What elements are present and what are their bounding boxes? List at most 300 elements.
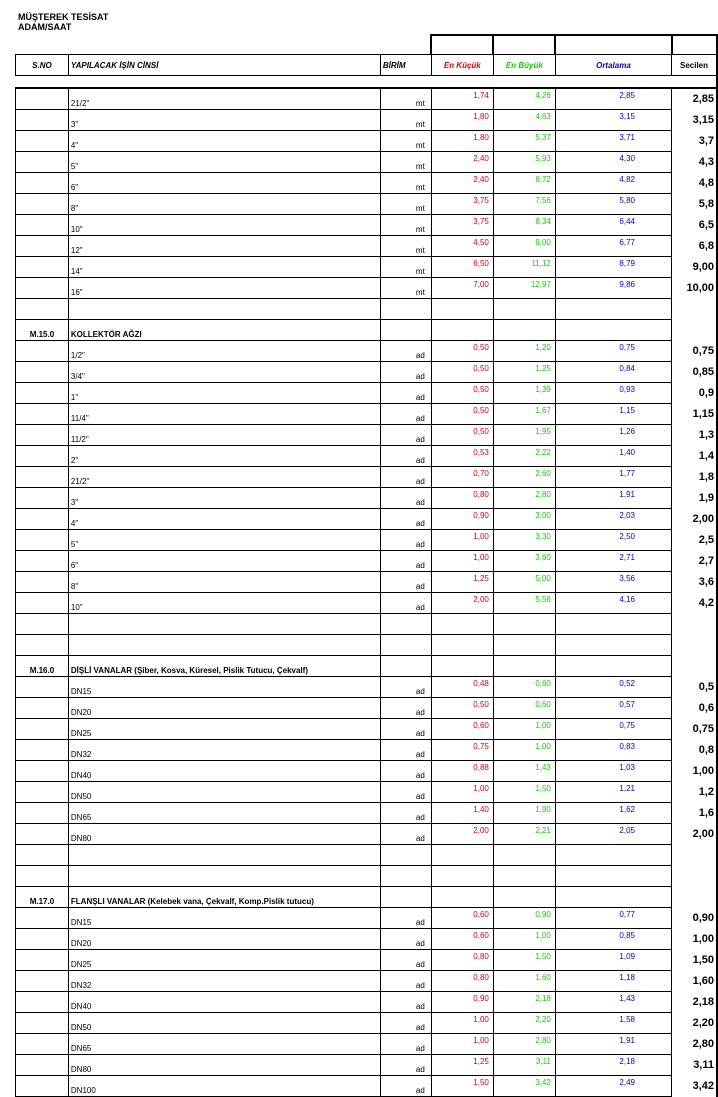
row-min-value: 1,74	[431, 88, 493, 110]
row-unit: ad	[380, 992, 431, 1013]
row-min-value: 1,25	[431, 1055, 493, 1076]
row-average-value	[555, 299, 671, 320]
row-min-value: 0,90	[431, 992, 493, 1013]
table-row	[16, 971, 718, 992]
row-min-value: 3,75	[431, 194, 493, 215]
row-min-value: 7,00	[431, 278, 493, 299]
table-row	[16, 131, 718, 152]
table-row	[16, 929, 718, 950]
col-header-sno: S.NO	[16, 55, 69, 76]
row-average-value: 0,75	[555, 719, 671, 740]
row-description: FLANŞLI VANALAR (Kelebek vana, Çekvalf, Komp.Pislik tutucu)	[68, 887, 380, 908]
table-row	[16, 215, 718, 236]
row-selected-value: 2,00	[672, 509, 718, 530]
table-row	[16, 404, 718, 425]
row-min-value: 4,50	[431, 236, 493, 257]
row-description	[68, 866, 380, 887]
row-code	[16, 677, 69, 698]
row-code	[16, 383, 69, 404]
row-description: 3"	[68, 110, 380, 131]
row-max-value: 1,25	[493, 362, 555, 383]
row-min-value: 1,00	[431, 530, 493, 551]
row-unit	[380, 320, 431, 341]
row-min-value: 0,75	[431, 740, 493, 761]
row-description: 12"	[68, 236, 380, 257]
row-selected-value: 4,2	[672, 593, 718, 614]
row-code	[16, 782, 69, 803]
row-selected-value: 4,8	[672, 173, 718, 194]
row-code	[16, 425, 69, 446]
row-unit: mt	[380, 131, 431, 152]
row-average-value: 1,40	[555, 446, 671, 467]
row-min-value: 0,50	[431, 425, 493, 446]
blank-row	[16, 299, 718, 320]
row-unit: ad	[380, 719, 431, 740]
row-min-value: 1,00	[431, 551, 493, 572]
row-max-value	[493, 614, 555, 635]
row-description: 5"	[68, 530, 380, 551]
table-row	[16, 908, 718, 929]
row-average-value: 2,71	[555, 551, 671, 572]
row-selected-value: 0,85	[672, 362, 718, 383]
row-unit: ad	[380, 383, 431, 404]
row-average-value	[555, 656, 671, 677]
row-unit	[380, 614, 431, 635]
row-description: DN15	[68, 908, 380, 929]
row-unit: ad	[380, 782, 431, 803]
row-max-value: 5,93	[493, 152, 555, 173]
row-description: DN65	[68, 1034, 380, 1055]
row-min-value: 0,50	[431, 362, 493, 383]
row-unit: ad	[380, 404, 431, 425]
table-row	[16, 467, 718, 488]
row-average-value: 1,09	[555, 950, 671, 971]
row-code	[16, 173, 69, 194]
col-header-selected: Secilen	[672, 55, 718, 76]
row-max-value: 8,34	[493, 215, 555, 236]
row-selected-value: 1,8	[672, 467, 718, 488]
row-code: M.17.0	[16, 887, 69, 908]
row-selected-value: 1,2	[672, 782, 718, 803]
row-description: 6"	[68, 173, 380, 194]
row-selected-value	[672, 614, 718, 635]
row-description: DN15	[68, 677, 380, 698]
row-description: DN40	[68, 992, 380, 1013]
table-row	[16, 488, 718, 509]
row-code	[16, 929, 69, 950]
row-code	[16, 635, 69, 656]
table-row	[16, 236, 718, 257]
row-description: 21/2"	[68, 88, 380, 110]
row-unit	[380, 656, 431, 677]
row-average-value: 2,03	[555, 509, 671, 530]
table-row	[16, 257, 718, 278]
row-min-value: 0,70	[431, 467, 493, 488]
row-min-value: 2,00	[431, 593, 493, 614]
row-min-value	[431, 320, 493, 341]
row-selected-value	[672, 320, 718, 341]
row-description: 4"	[68, 509, 380, 530]
row-selected-value: 1,6	[672, 803, 718, 824]
row-selected-value: 3,42	[672, 1076, 718, 1097]
row-unit: ad	[380, 425, 431, 446]
row-selected-value: 2,7	[672, 551, 718, 572]
row-average-value: 5,80	[555, 194, 671, 215]
row-description: 16"	[68, 278, 380, 299]
row-average-value: 3,71	[555, 131, 671, 152]
row-average-value: 1,62	[555, 803, 671, 824]
row-selected-value: 3,15	[672, 110, 718, 131]
document-title: MÜŞTEREK TESİSAT	[18, 12, 109, 22]
row-unit: ad	[380, 740, 431, 761]
row-average-value: 0,75	[555, 341, 671, 362]
row-unit: ad	[380, 362, 431, 383]
row-min-value: 2,00	[431, 824, 493, 845]
row-selected-value: 2,85	[672, 88, 718, 110]
row-unit: ad	[380, 530, 431, 551]
row-unit: ad	[380, 509, 431, 530]
row-min-value: 0,48	[431, 677, 493, 698]
row-average-value: 0,57	[555, 698, 671, 719]
row-description	[68, 635, 380, 656]
row-max-value: 1,95	[493, 425, 555, 446]
row-code	[16, 362, 69, 383]
table-row	[16, 782, 718, 803]
row-max-value	[493, 845, 555, 866]
table-row	[16, 593, 718, 614]
row-average-value: 6,77	[555, 236, 671, 257]
row-description: 8"	[68, 194, 380, 215]
row-min-value	[431, 866, 493, 887]
row-min-value: 0,50	[431, 341, 493, 362]
row-description: DN50	[68, 1013, 380, 1034]
row-unit: mt	[380, 152, 431, 173]
table-row	[16, 572, 718, 593]
labor-hours-table	[15, 34, 718, 1097]
row-min-value: 0,88	[431, 761, 493, 782]
row-min-value: 0,80	[431, 488, 493, 509]
table-row	[16, 173, 718, 194]
row-selected-value	[672, 887, 718, 908]
row-description: DN40	[68, 761, 380, 782]
row-selected-value	[672, 866, 718, 887]
table-row	[16, 719, 718, 740]
row-unit: mt	[380, 88, 431, 110]
table-row	[16, 1013, 718, 1034]
row-unit: ad	[380, 1055, 431, 1076]
row-unit: ad	[380, 446, 431, 467]
table-row	[16, 446, 718, 467]
row-selected-value: 2,00	[672, 824, 718, 845]
row-unit: ad	[380, 803, 431, 824]
row-average-value	[555, 866, 671, 887]
row-average-value: 2,49	[555, 1076, 671, 1097]
col-header-desc: YAPILACAK İŞİN CİNSİ	[68, 55, 380, 76]
row-code	[16, 257, 69, 278]
row-max-value: 11,12	[493, 257, 555, 278]
table-row	[16, 950, 718, 971]
row-unit	[380, 866, 431, 887]
row-average-value: 1,26	[555, 425, 671, 446]
row-average-value	[555, 845, 671, 866]
row-description: DN80	[68, 1055, 380, 1076]
row-description: DN25	[68, 950, 380, 971]
col-header-min: En Küçük	[431, 55, 493, 76]
row-selected-value: 2,5	[672, 530, 718, 551]
row-average-value: 3,56	[555, 572, 671, 593]
row-selected-value: 1,9	[672, 488, 718, 509]
row-code	[16, 593, 69, 614]
row-selected-value: 1,3	[672, 425, 718, 446]
row-code	[16, 845, 69, 866]
row-code	[16, 152, 69, 173]
table-row	[16, 425, 718, 446]
row-selected-value: 10,00	[672, 278, 718, 299]
row-description: DN50	[68, 782, 380, 803]
row-unit	[380, 299, 431, 320]
row-unit: mt	[380, 173, 431, 194]
row-average-value: 1,91	[555, 1034, 671, 1055]
row-selected-value: 2,20	[672, 1013, 718, 1034]
row-code	[16, 803, 69, 824]
header-gap-row	[16, 76, 718, 89]
row-max-value	[493, 299, 555, 320]
row-selected-value: 6,8	[672, 236, 718, 257]
row-average-value: 0,84	[555, 362, 671, 383]
row-max-value	[493, 866, 555, 887]
table-row	[16, 1076, 718, 1097]
row-max-value: 12,97	[493, 278, 555, 299]
row-selected-value: 0,5	[672, 677, 718, 698]
row-selected-value: 5,8	[672, 194, 718, 215]
row-max-value: 2,21	[493, 824, 555, 845]
row-average-value: 0,93	[555, 383, 671, 404]
row-selected-value: 3,11	[672, 1055, 718, 1076]
row-description: KOLLEKTÖR AĞZI	[68, 320, 380, 341]
row-max-value: 9,00	[493, 236, 555, 257]
row-code: M.15.0	[16, 320, 69, 341]
row-max-value: 0,60	[493, 677, 555, 698]
table-row	[16, 110, 718, 131]
row-average-value: 0,77	[555, 908, 671, 929]
row-average-value	[555, 635, 671, 656]
row-description: DN20	[68, 929, 380, 950]
row-code	[16, 446, 69, 467]
row-unit: mt	[380, 257, 431, 278]
row-max-value: 1,50	[493, 950, 555, 971]
row-average-value	[555, 320, 671, 341]
row-average-value: 1,91	[555, 488, 671, 509]
row-max-value	[493, 656, 555, 677]
table-row	[16, 1034, 718, 1055]
col-header-unit: BİRİM	[380, 55, 431, 76]
blank-row	[16, 866, 718, 887]
row-selected-value	[672, 656, 718, 677]
row-unit: ad	[380, 971, 431, 992]
row-max-value: 1,20	[493, 341, 555, 362]
row-code	[16, 572, 69, 593]
row-min-value: 0,50	[431, 383, 493, 404]
row-average-value: 6,44	[555, 215, 671, 236]
row-average-value: 1,15	[555, 404, 671, 425]
row-description: DN25	[68, 719, 380, 740]
row-min-value: 0,53	[431, 446, 493, 467]
row-max-value: 4,26	[493, 88, 555, 110]
row-code	[16, 88, 69, 110]
table-row	[16, 761, 718, 782]
row-code	[16, 824, 69, 845]
row-code	[16, 299, 69, 320]
row-description: DN80	[68, 824, 380, 845]
row-min-value: 2,40	[431, 152, 493, 173]
table-row	[16, 698, 718, 719]
row-unit: ad	[380, 1013, 431, 1034]
blank-row	[16, 635, 718, 656]
row-description: 3"	[68, 488, 380, 509]
row-min-value: 0,50	[431, 404, 493, 425]
row-description: 14"	[68, 257, 380, 278]
row-min-value: 1,00	[431, 782, 493, 803]
row-code	[16, 866, 69, 887]
row-selected-value: 1,4	[672, 446, 718, 467]
row-max-value: 3,42	[493, 1076, 555, 1097]
row-description: DN32	[68, 740, 380, 761]
row-min-value: 0,80	[431, 971, 493, 992]
row-code	[16, 992, 69, 1013]
row-code	[16, 404, 69, 425]
row-min-value	[431, 887, 493, 908]
row-unit: ad	[380, 908, 431, 929]
row-min-value: 6,50	[431, 257, 493, 278]
row-code	[16, 110, 69, 131]
row-max-value: 2,22	[493, 446, 555, 467]
row-unit: mt	[380, 110, 431, 131]
row-average-value: 1,43	[555, 992, 671, 1013]
row-code	[16, 551, 69, 572]
column-header-row	[16, 55, 718, 76]
row-min-value: 0,60	[431, 719, 493, 740]
row-code: M.16.0	[16, 656, 69, 677]
row-code	[16, 698, 69, 719]
row-description: 8"	[68, 572, 380, 593]
section-header-row	[16, 320, 718, 341]
row-selected-value: 0,8	[672, 740, 718, 761]
row-description: 11/4"	[68, 404, 380, 425]
row-average-value	[555, 887, 671, 908]
col-header-avg: Ortalama	[555, 55, 671, 76]
row-unit: mt	[380, 215, 431, 236]
row-average-value: 4,30	[555, 152, 671, 173]
table-row	[16, 383, 718, 404]
row-min-value: 1,00	[431, 1013, 493, 1034]
row-code	[16, 215, 69, 236]
row-max-value	[493, 635, 555, 656]
table-row	[16, 509, 718, 530]
row-average-value: 4,16	[555, 593, 671, 614]
row-min-value: 0,80	[431, 950, 493, 971]
row-unit: ad	[380, 698, 431, 719]
row-code	[16, 761, 69, 782]
row-code	[16, 1034, 69, 1055]
row-max-value: 2,80	[493, 488, 555, 509]
row-average-value: 8,79	[555, 257, 671, 278]
row-selected-value: 9,00	[672, 257, 718, 278]
row-max-value: 0,60	[493, 698, 555, 719]
row-unit	[380, 635, 431, 656]
row-min-value	[431, 845, 493, 866]
row-average-value: 1,21	[555, 782, 671, 803]
document-subtitle: ADAM/SAAT	[18, 22, 72, 32]
row-average-value: 1,03	[555, 761, 671, 782]
table-row	[16, 152, 718, 173]
row-code	[16, 908, 69, 929]
row-code	[16, 614, 69, 635]
row-description: DN65	[68, 803, 380, 824]
row-description: 10"	[68, 215, 380, 236]
row-description: 2"	[68, 446, 380, 467]
row-selected-value: 1,00	[672, 929, 718, 950]
row-min-value: 1,00	[431, 1034, 493, 1055]
row-selected-value: 0,75	[672, 719, 718, 740]
row-description: 4"	[68, 131, 380, 152]
row-min-value	[431, 299, 493, 320]
row-code	[16, 194, 69, 215]
row-unit	[380, 845, 431, 866]
row-max-value: 1,00	[493, 929, 555, 950]
row-selected-value: 1,60	[672, 971, 718, 992]
row-average-value: 2,85	[555, 88, 671, 110]
row-description	[68, 845, 380, 866]
row-description: 1/2"	[68, 341, 380, 362]
row-code	[16, 236, 69, 257]
row-average-value: 0,52	[555, 677, 671, 698]
row-unit: ad	[380, 551, 431, 572]
row-description: 5"	[68, 152, 380, 173]
table-row	[16, 551, 718, 572]
section-header-row	[16, 887, 718, 908]
row-selected-value: 3,7	[672, 131, 718, 152]
table-row	[16, 1055, 718, 1076]
row-min-value: 3,75	[431, 215, 493, 236]
row-code	[16, 488, 69, 509]
row-description: 1"	[68, 383, 380, 404]
row-max-value: 1,00	[493, 740, 555, 761]
row-code	[16, 341, 69, 362]
row-selected-value	[672, 635, 718, 656]
row-description	[68, 614, 380, 635]
row-max-value: 4,63	[493, 110, 555, 131]
row-unit: ad	[380, 341, 431, 362]
row-average-value	[555, 614, 671, 635]
row-max-value: 6,72	[493, 173, 555, 194]
row-code	[16, 1013, 69, 1034]
row-code	[16, 530, 69, 551]
table-row	[16, 194, 718, 215]
row-unit: ad	[380, 929, 431, 950]
row-code	[16, 719, 69, 740]
row-selected-value: 0,75	[672, 341, 718, 362]
row-average-value: 1,58	[555, 1013, 671, 1034]
row-average-value: 3,15	[555, 110, 671, 131]
row-description: 10"	[68, 593, 380, 614]
row-unit: mt	[380, 278, 431, 299]
row-description: 11/2"	[68, 425, 380, 446]
row-unit: ad	[380, 1034, 431, 1055]
blank-row	[16, 845, 718, 866]
row-code	[16, 971, 69, 992]
row-min-value: 0,90	[431, 509, 493, 530]
row-description: DİŞLİ VANALAR (Şiber, Kosva, Küresel, Pislik Tutucu, Çekvalf)	[68, 656, 380, 677]
